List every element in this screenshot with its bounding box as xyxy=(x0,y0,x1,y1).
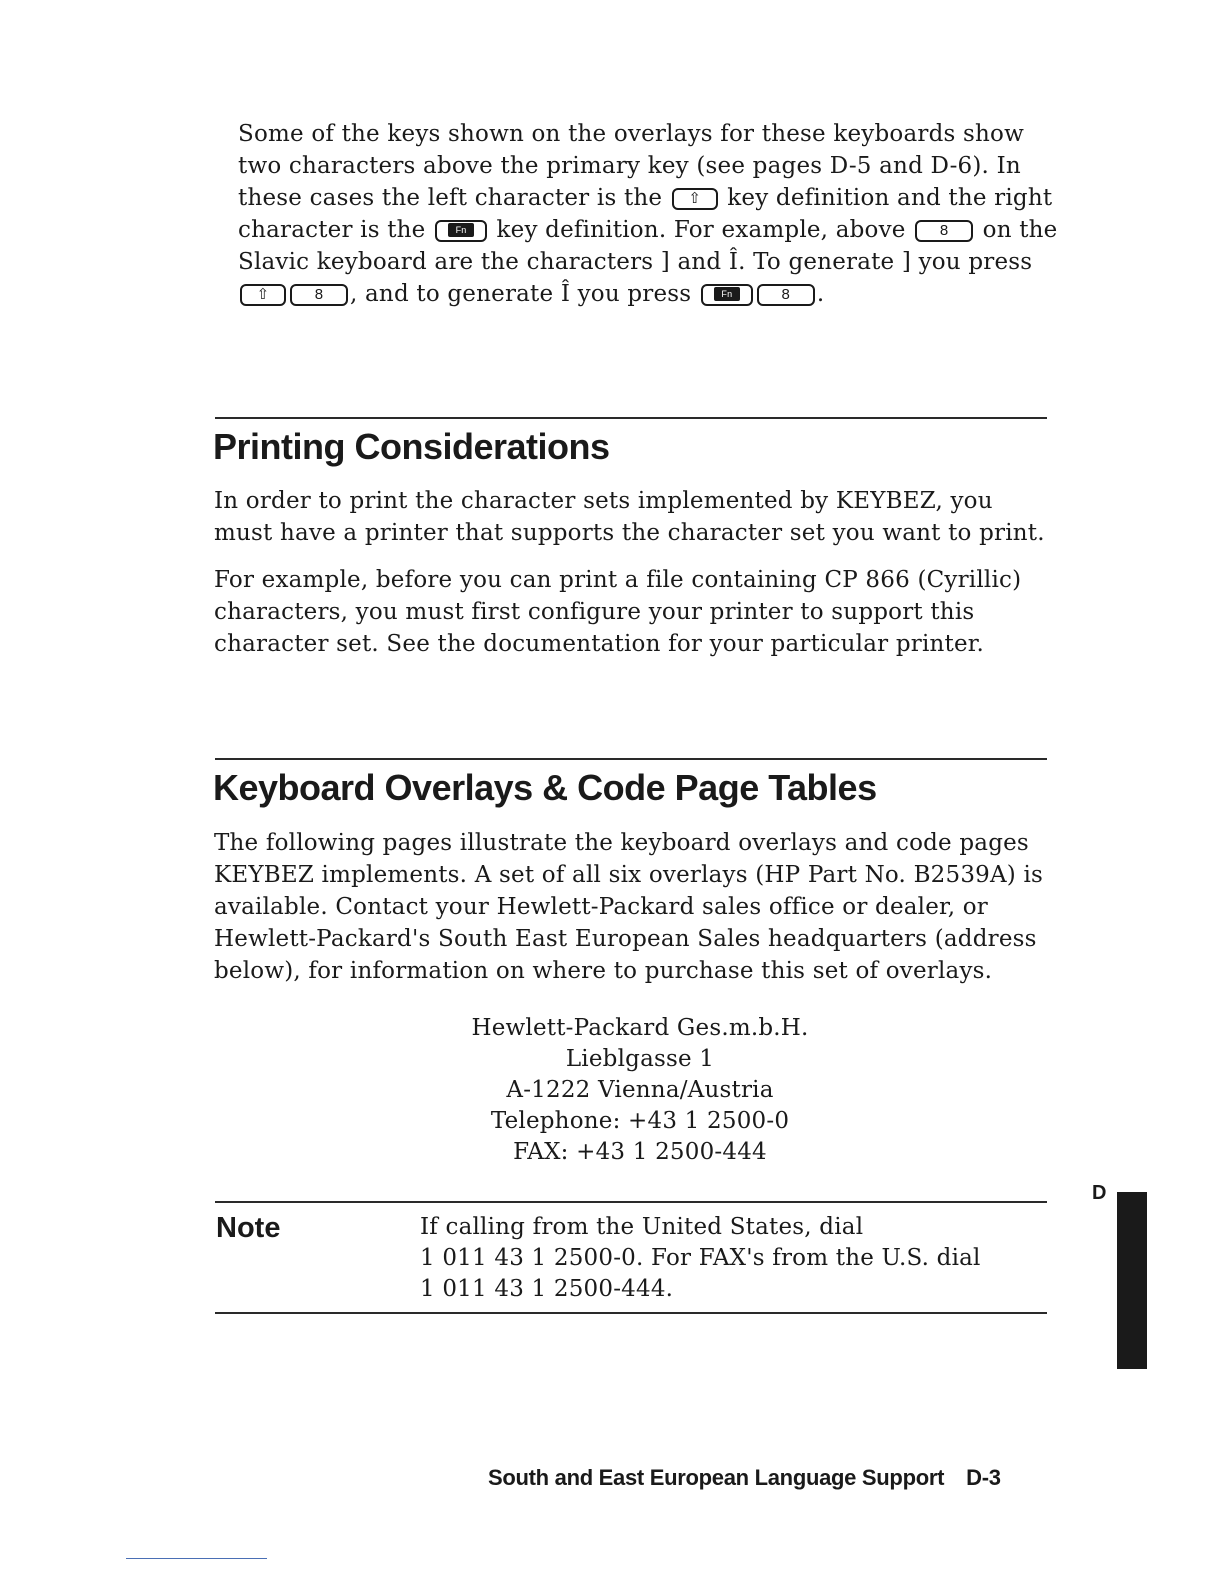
address-line: FAX: +43 1 2500-444 xyxy=(513,1139,767,1165)
printing-heading: Printing Considerations xyxy=(213,426,610,467)
address-line: A-1222 Vienna/Austria xyxy=(506,1077,774,1103)
note-line: 1 011 43 1 2500-0. For FAX's from the U.S. dial xyxy=(420,1245,981,1271)
intro-text-2: key definition and the right character is the xyxy=(238,185,1053,243)
intro-text-3: key definition. For example, above xyxy=(496,217,906,243)
address-line: Lieblgasse 1 xyxy=(565,1046,715,1072)
overlays-paragraph: The following pages illustrate the keyboard overlays and code pages KEYBEZ implements. A set of all six overlays (HP Part No. B2539A) is available. Contact your Hewlett-Packard sales office or dealer, or Hewlett-Packard's South East European Sales headquarters (address below), for information on where to purchase this set of overlays. xyxy=(214,830,1044,984)
address-block xyxy=(440,1012,840,1167)
note-bottom-rule xyxy=(215,1312,1047,1314)
intro-text-6: . xyxy=(816,281,825,307)
shift-key-icon: ⇧ xyxy=(240,284,286,306)
section-tab-letter: D xyxy=(1092,1182,1107,1204)
note-body xyxy=(420,1211,1040,1304)
fn-key-icon xyxy=(435,220,487,242)
note-line: 1 011 43 1 2500-444. xyxy=(420,1276,674,1302)
eight-key-icon: 8 xyxy=(290,284,348,306)
eight-key-icon: 8 xyxy=(915,220,973,242)
intro-paragraph xyxy=(238,118,1058,310)
shift-key-icon: ⇧ xyxy=(672,188,718,210)
section-divider xyxy=(215,758,1047,760)
intro-text-1: Some of the keys shown on the overlays for these keyboards show two characters above the primary key (see pages D-5 and D-6). In these cases the left character is the xyxy=(238,121,1024,211)
eight-key-icon: 8 xyxy=(757,284,815,306)
section-tab-bar xyxy=(1117,1192,1147,1369)
scan-edge-line xyxy=(126,1558,267,1559)
note-line: If calling from the United States, dial xyxy=(420,1214,864,1240)
page-footer xyxy=(488,1465,1001,1491)
overlays-heading: Keyboard Overlays & Code Page Tables xyxy=(213,767,877,808)
page-number: D-3 xyxy=(966,1465,1001,1490)
footer-title: South and East European Language Support xyxy=(488,1465,945,1490)
printing-paragraph-2: For example, before you can print a file containing CP 866 (Cyrillic) characters, you must first configure your printer to support this character set. See the documentation for your particular printer. xyxy=(214,567,1022,657)
fn-key-icon xyxy=(701,284,753,306)
fn-key-label: Fn xyxy=(448,223,474,237)
printing-paragraph-1: In order to print the character sets implemented by KEYBEZ, you must have a printer that supports the character set you want to print. xyxy=(214,488,1045,546)
address-line: Telephone: +43 1 2500-0 xyxy=(490,1108,790,1134)
section-divider xyxy=(215,417,1047,419)
note-top-rule xyxy=(215,1201,1047,1203)
intro-text-4: on the Slavic keyboard are the characters ] and Î. To generate ] you press xyxy=(238,217,1058,275)
note-label: Note xyxy=(216,1212,281,1244)
address-line: Hewlett-Packard Ges.m.b.H. xyxy=(471,1015,809,1041)
fn-key-label: Fn xyxy=(714,287,740,301)
intro-text-5: , and to generate Î you press xyxy=(350,281,692,307)
